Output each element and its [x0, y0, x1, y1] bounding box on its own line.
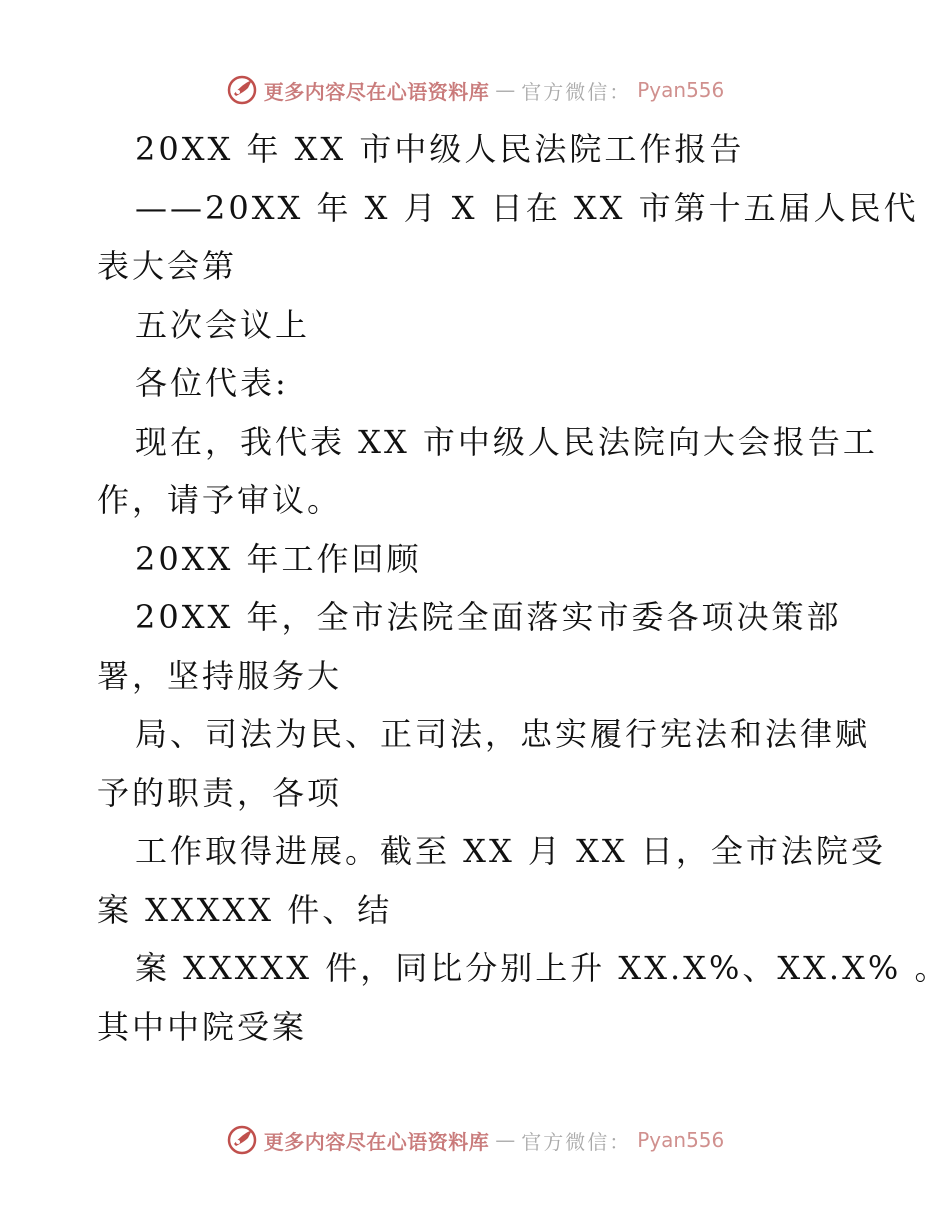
document-line: 工作取得进展。截至 XX 月 XX 日，全市法院受 — [135, 832, 886, 870]
watermark-header — [0, 70, 950, 110]
document-line: ——20XX 年 X 月 X 日在 XX 市第十五届人民代 — [135, 188, 919, 227]
watermark-dash: — — [495, 78, 516, 102]
logo-icon — [226, 74, 258, 106]
document-line: 各位代表: — [135, 364, 289, 402]
watermark-label: 官方微信： — [521, 1129, 632, 1154]
watermark-id: Pyan556 — [637, 78, 725, 102]
logo-icon — [226, 1124, 258, 1156]
document-line: 20XX 年，全市法院全面落实市委各项决策部 — [135, 598, 842, 636]
document-line: 其中中院受案 — [97, 1007, 308, 1046]
document-body — [97, 120, 950, 1056]
document-line: 案 XXXXX 件、结 — [97, 890, 393, 929]
document-line: 案 XXXXX 件，同比分别上升 XX.X%、XX.X% 。 — [135, 949, 950, 987]
watermark-site-text: 更多内容尽在心语资料库 — [263, 1129, 490, 1154]
document-line: 现在，我代表 XX 市中级人民法院向大会报告工 — [135, 422, 878, 461]
document-line: 署，坚持服务大 — [97, 656, 343, 695]
document-line: 表大会第 — [97, 247, 238, 285]
document-line: 20XX 年工作回顾 — [135, 539, 422, 578]
watermark-label: 官方微信： — [521, 79, 632, 104]
document-line: 20XX 年 XX 市中级人民法院工作报告 — [135, 130, 745, 168]
watermark-site-text: 更多内容尽在心语资料库 — [263, 79, 490, 104]
document-line: 五次会议上 — [135, 305, 311, 344]
watermark-dash: — — [495, 1128, 516, 1152]
document-line: 予的职责，各项 — [97, 773, 343, 812]
document-line: 作，请予审议。 — [97, 481, 343, 519]
watermark-footer — [0, 1120, 950, 1160]
watermark-id: Pyan556 — [637, 1128, 725, 1152]
document-line: 局、司法为民、正司法，忠实履行宪法和法律赋 — [135, 715, 871, 753]
